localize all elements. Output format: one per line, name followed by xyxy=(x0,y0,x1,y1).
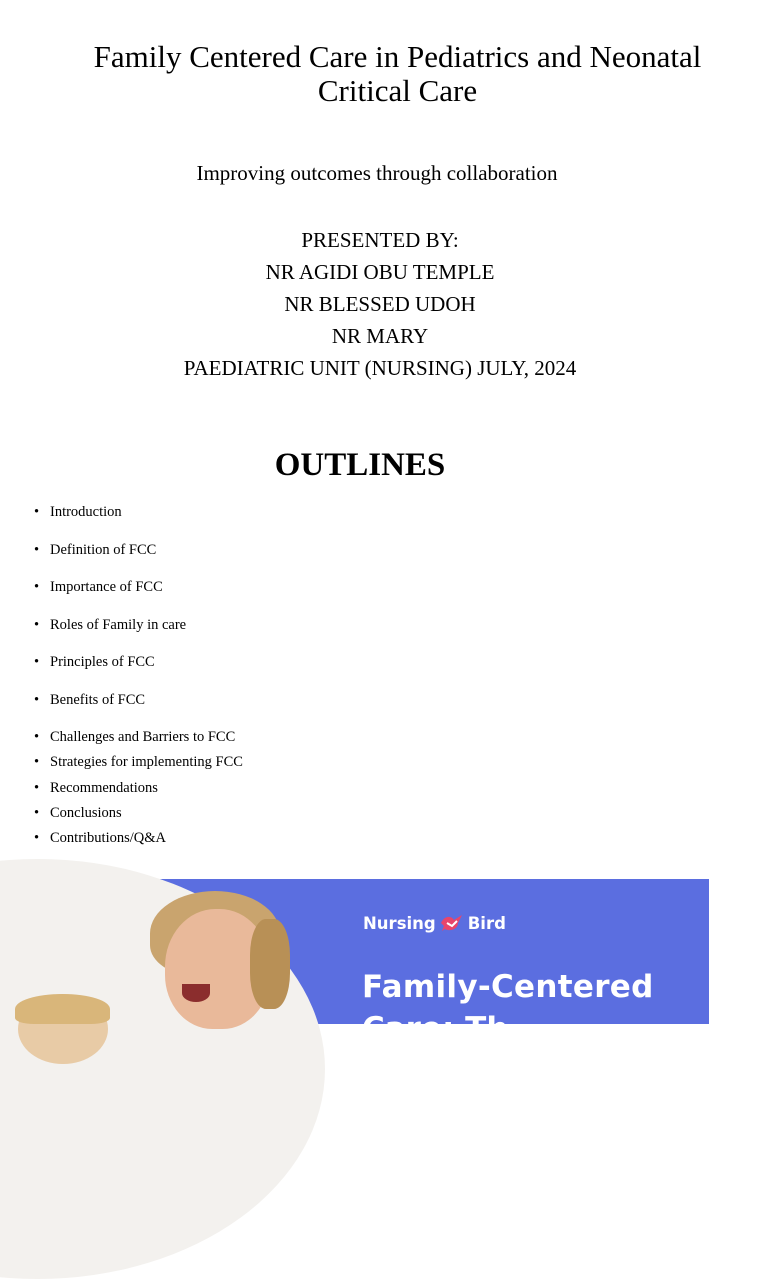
family-photo xyxy=(0,859,325,1279)
unit-and-date: PAEDIATRIC UNIT (NURSING) JULY, 2024 xyxy=(183,356,577,380)
outline-item: • Introduction xyxy=(34,502,243,522)
banner-title-line-1: Family-Centered xyxy=(362,969,654,1005)
outline-item: • Strategies for implementing FCC xyxy=(34,752,243,772)
outline-list xyxy=(34,502,243,853)
child-hair xyxy=(15,994,110,1024)
outline-item: • Conclusions xyxy=(34,803,243,823)
presenters-block xyxy=(80,224,680,384)
brand-name-part-1: Nursing xyxy=(363,913,436,933)
mother-smile xyxy=(182,984,210,1002)
document-title: Family Centered Care in Pediatrics and Neonatal Critical Care xyxy=(93,39,702,108)
outlines-heading: OUTLINES xyxy=(274,447,446,483)
outline-item: • Roles of Family in care xyxy=(34,615,243,635)
presenter-name: NR AGIDI OBU TEMPLE xyxy=(265,260,495,284)
outline-item: • Contributions/Q&A xyxy=(34,828,243,848)
banner-title-line-2: Care: Th xyxy=(362,1011,509,1047)
outline-item: • Challenges and Barriers to FCC xyxy=(34,727,243,747)
mother-ponytail xyxy=(250,919,290,1009)
outline-item: • Benefits of FCC xyxy=(34,690,243,710)
promo-banner-image xyxy=(10,879,709,1047)
presenter-name: NR BLESSED UDOH xyxy=(284,292,476,316)
outline-item: • Principles of FCC xyxy=(34,652,243,672)
document-subtitle: Improving outcomes through collaboration xyxy=(196,161,558,185)
outline-item: • Recommendations xyxy=(34,778,243,798)
outline-item: • Importance of FCC xyxy=(34,577,243,597)
bird-logo-icon xyxy=(438,911,466,935)
brand-name-part-2: Bird xyxy=(467,913,506,933)
presenter-name: NR MARY xyxy=(331,324,429,348)
brand-logo xyxy=(363,911,506,935)
presented-by-label: PRESENTED BY: xyxy=(301,228,459,252)
outline-item: • Definition of FCC xyxy=(34,540,243,560)
